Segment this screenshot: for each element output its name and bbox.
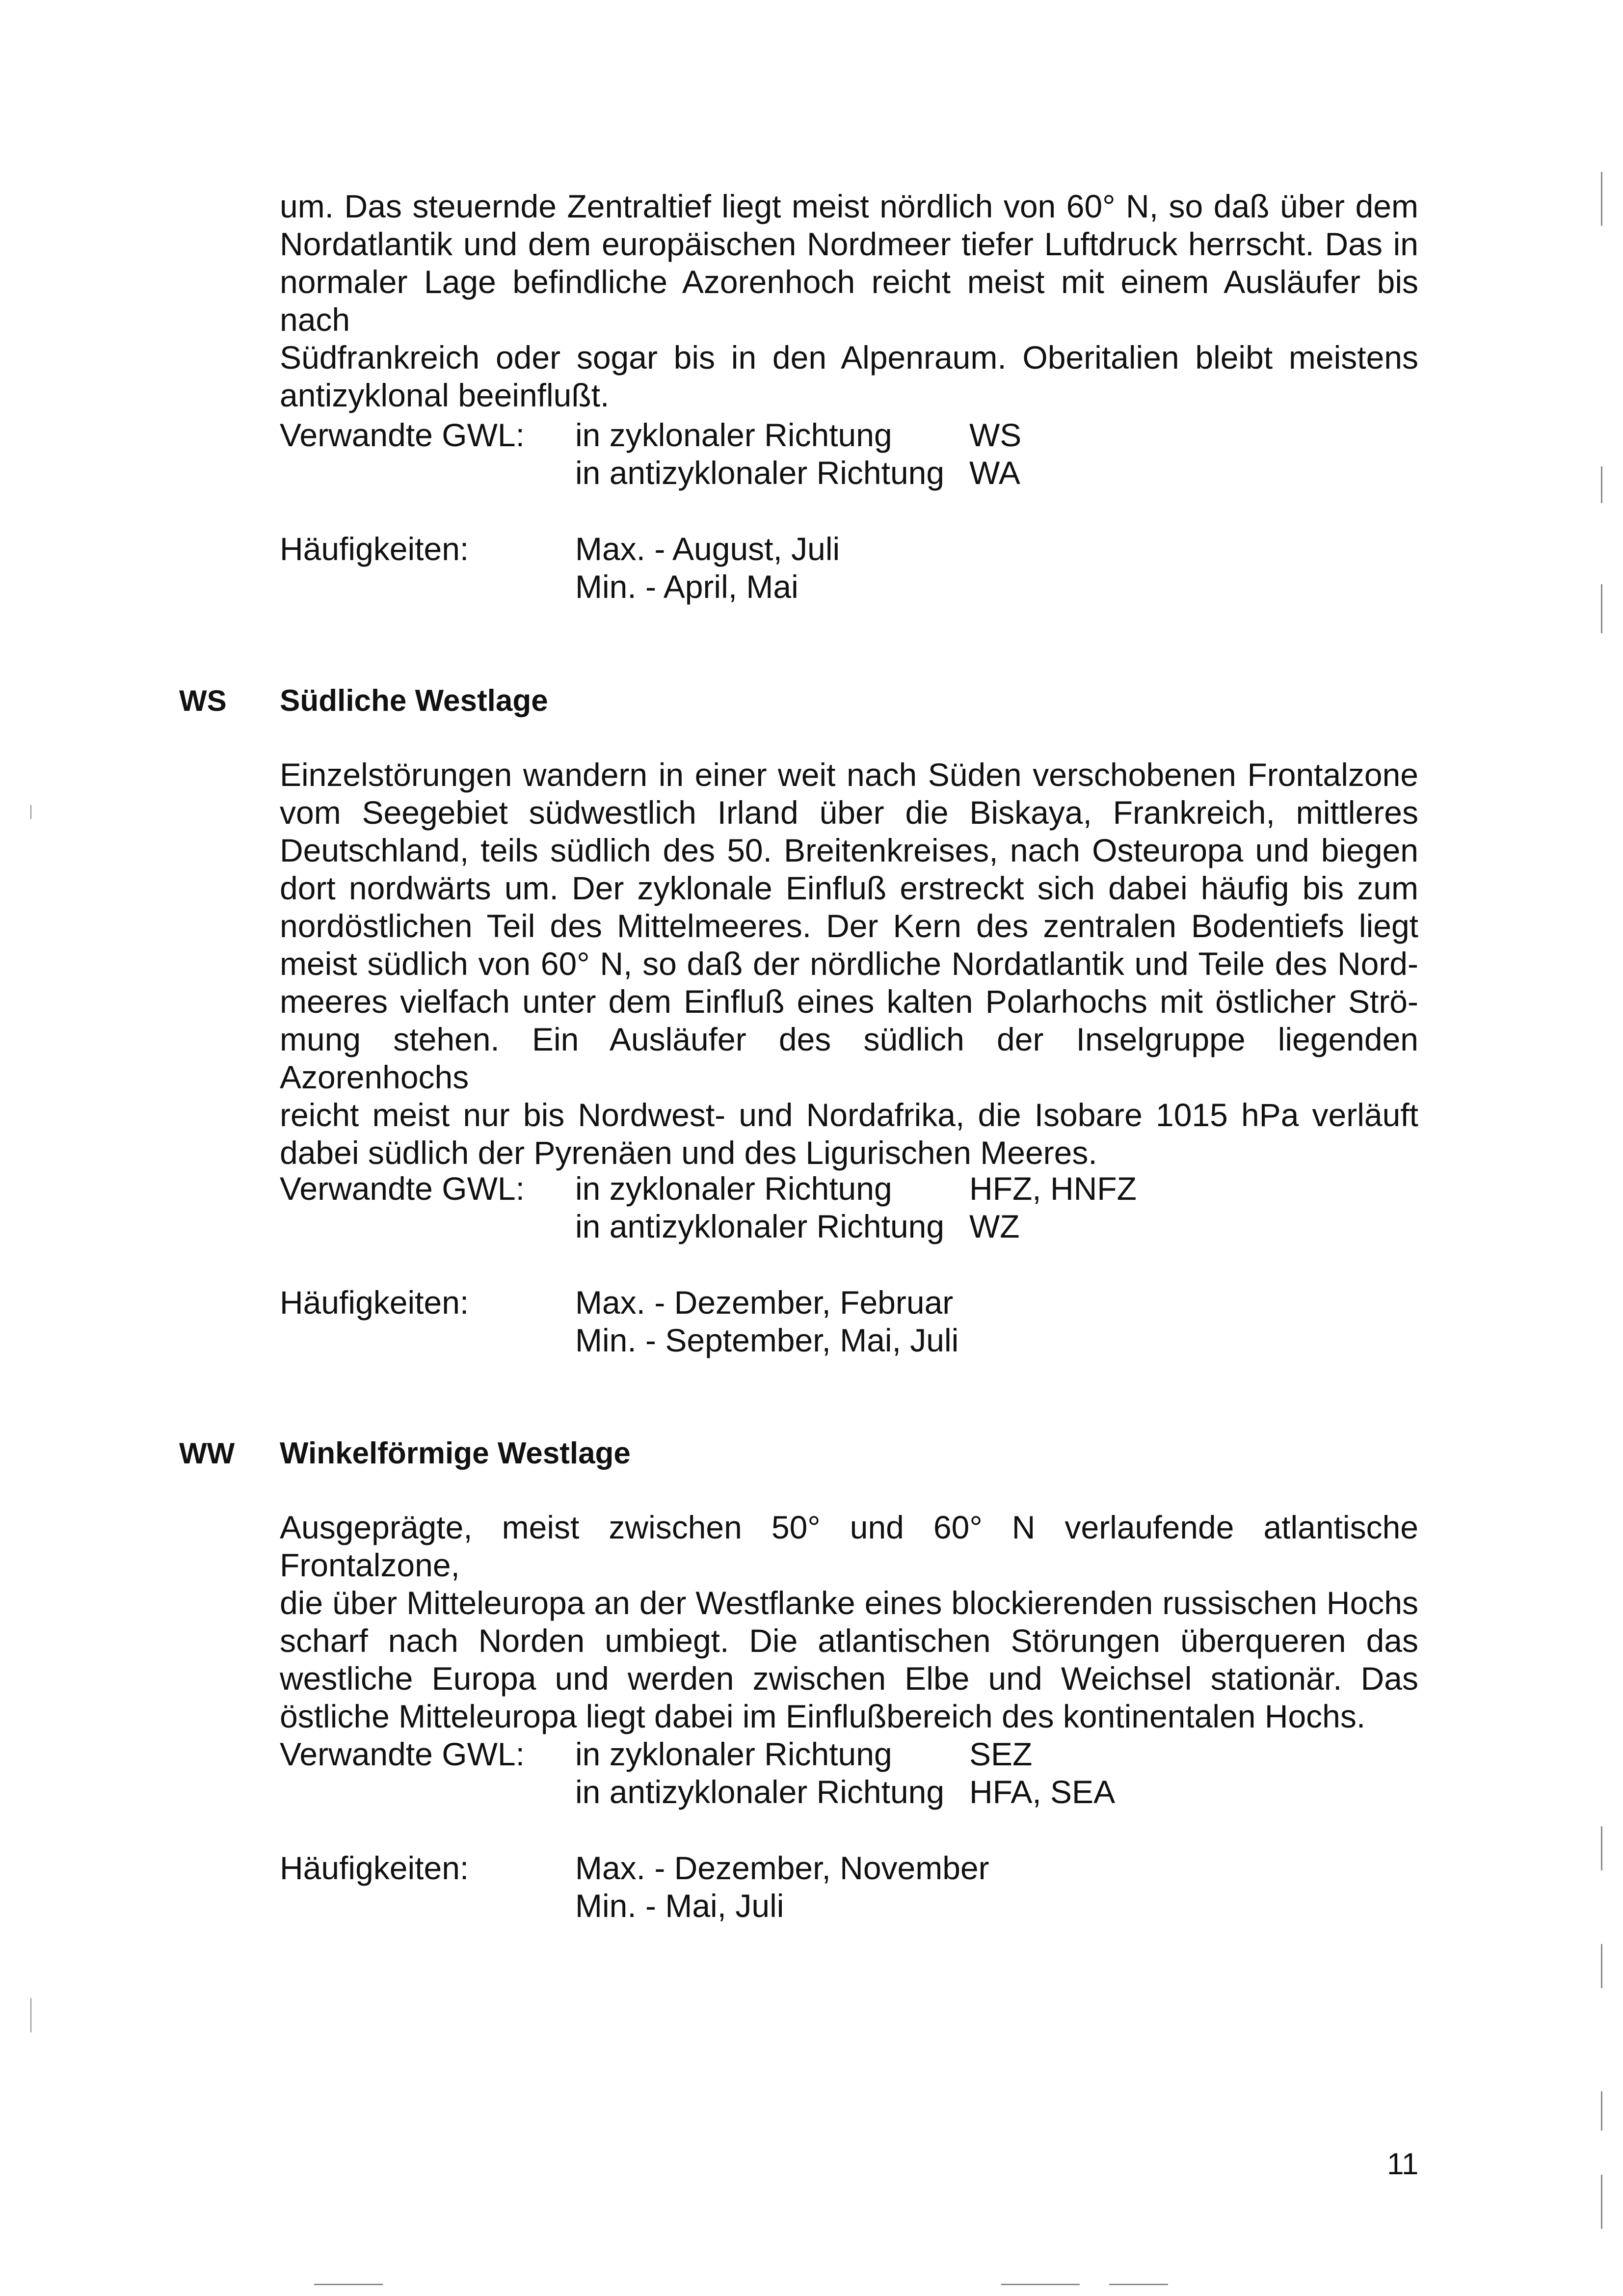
section-code: WW [179,1437,235,1470]
text-line: nordöstlichen Teil des Mittelmeeres. Der Kern des zentralen Bodentiefs liegt [280,908,1418,944]
scan-mark [1601,1944,1602,1988]
related-anticyclonal-code: WA [969,455,1020,491]
text-line: Deutschland, teils südlich des 50. Breitenkreises, nach Osteuropa und biegen [280,832,1418,868]
scan-mark [1601,1826,1602,1870]
text-line: westliche Europa und werden zwischen Elbe und Weichsel stationär. Das [280,1660,1418,1697]
text-line: antizyklonal beeinflußt. [280,377,610,413]
related-cyclonal-text: in zyklonaler Richtung [575,1736,892,1772]
scan-mark [1109,2284,1168,2285]
frequency-min: Min. - Mai, Juli [575,1888,784,1924]
text-line: scharf nach Norden umbiegt. Die atlantischen Störungen überqueren das [280,1622,1418,1659]
section-title: Winkelförmige Westlage [280,1436,631,1470]
frequency-label: Häufigkeiten: [280,1284,469,1321]
scan-mark [1601,172,1602,226]
related-cyclonal-code: HFZ, HNFZ [969,1170,1137,1207]
frequency-max: Max. - Dezember, November [575,1850,989,1886]
section-code: WS [179,684,227,717]
related-anticyclonal-code: WZ [969,1208,1020,1244]
frequency-label: Häufigkeiten: [280,1850,469,1886]
text-line: dort nordwärts um. Der zyklonale Einfluß erstreckt sich dabei häufig bis zum [280,870,1418,906]
related-cyclonal-text: in zyklonaler Richtung [575,417,892,453]
scan-mark [30,1998,31,2032]
text-line: normaler Lage befindliche Azorenhoch reicht meist mit einem Ausläufer bis nach [280,264,1418,338]
text-line: Ausgeprägte, meist zwischen 50° und 60° N verlaufende atlantische Frontalzone, [280,1509,1418,1583]
text-line: reicht meist nur bis Nordwest- und Nordafrika, die Isobare 1015 hPa verläuft [280,1097,1418,1133]
related-cyclonal-code: WS [969,417,1022,453]
scan-mark [1601,2091,1602,2131]
text-line: östliche Mitteleuropa liegt dabei im Einflußbereich des kontinentalen Hochs. [280,1698,1366,1734]
related-cyclonal-code: SEZ [969,1736,1033,1772]
text-line: meist südlich von 60° N, so daß der nördliche Nordatlantik und Teile des Nord- [280,945,1418,982]
text-line: mung stehen. Ein Ausläufer des südlich der Inselgruppe liegenden Azorenhochs [280,1021,1418,1095]
section-title: Südliche Westlage [280,684,548,718]
related-anticyclonal-text: in antizyklonaler Richtung [575,455,945,491]
scan-mark [1601,2175,1602,2229]
page-number: 11 [1387,2147,1419,2181]
text-line: Einzelstörungen wandern in einer weit nach Süden verschobenen Frontalzone [280,756,1418,793]
related-anticyclonal-code: HFA, SEA [969,1774,1116,1810]
scan-mark [314,2284,383,2285]
frequency-min: Min. - April, Mai [575,568,798,605]
text-line: meeres vielfach unter dem Einfluß eines kalten Polarhochs mit östlicher Strö- [280,983,1418,1020]
text-line: die über Mitteleuropa an der Westflanke eines blockierenden russischen Hochs [280,1585,1418,1621]
frequency-max: Max. - Dezember, Februar [575,1284,954,1321]
section-paragraph [280,1509,1418,1735]
scan-mark [30,805,31,819]
scan-mark [1601,584,1602,633]
frequency-min: Min. - September, Mai, Juli [575,1322,959,1358]
section-paragraph [280,756,1418,1172]
related-gwl-label: Verwandte GWL: [280,1170,525,1207]
scan-mark [1601,466,1602,503]
intro-paragraph [280,188,1418,414]
related-anticyclonal-text: in antizyklonaler Richtung [575,1774,945,1810]
related-gwl-label: Verwandte GWL: [280,1736,525,1772]
related-anticyclonal-text: in antizyklonaler Richtung [575,1208,945,1244]
related-gwl-label: Verwandte GWL: [280,417,525,453]
frequency-label: Häufigkeiten: [280,531,469,567]
frequency-max: Max. - August, Juli [575,531,840,567]
scan-mark [1001,2284,1080,2285]
text-line: um. Das steuernde Zentraltief liegt meist nördlich von 60° N, so daß über dem [280,188,1418,224]
text-line: Südfrankreich oder sogar bis in den Alpenraum. Oberitalien bleibt meistens [280,339,1418,376]
text-line: dabei südlich der Pyrenäen und des Ligurischen Meeres. [280,1134,1097,1171]
text-line: vom Seegebiet südwestlich Irland über die Biskaya, Frankreich, mittleres [280,794,1418,831]
text-line: Nordatlantik und dem europäischen Nordmeer tiefer Luftdruck herrscht. Das in [280,226,1418,262]
related-cyclonal-text: in zyklonaler Richtung [575,1170,892,1207]
